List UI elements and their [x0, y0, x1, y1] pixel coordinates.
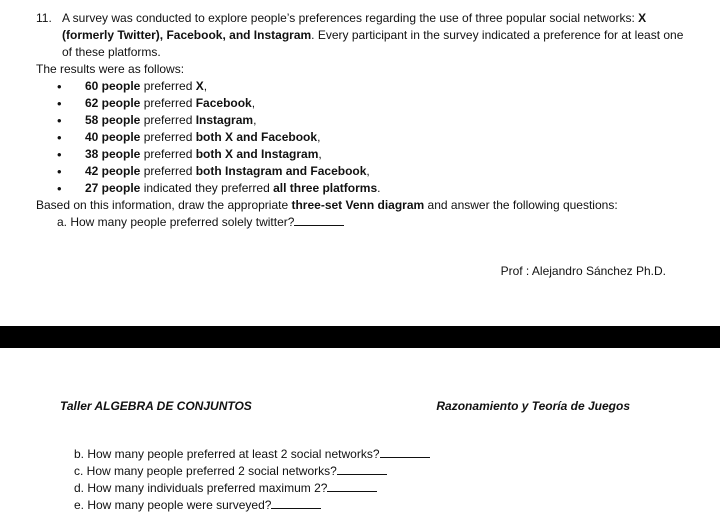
result-item [57, 163, 686, 180]
answer-blank[interactable] [380, 446, 430, 458]
question-statement [36, 10, 686, 61]
instruction-bold: three-set Venn diagram [291, 198, 425, 212]
question-intro-end: . Every participant in the survey indicated a preference for at least one of these platforms. [62, 28, 684, 59]
result-tail: , [317, 130, 321, 144]
result-target: both X and Instagram [195, 147, 319, 161]
bullet-icon: • [57, 113, 62, 128]
result-count: 27 people [85, 181, 141, 195]
result-tail: . [377, 181, 381, 195]
result-count: 58 people [85, 113, 141, 127]
question-number: 11. [36, 11, 52, 25]
problem-11 [36, 10, 686, 231]
result-target: X [195, 79, 204, 93]
bullet-icon: • [57, 181, 62, 196]
result-item [57, 112, 686, 129]
result-verb: preferred [140, 147, 196, 161]
result-tail: , [318, 147, 322, 161]
answer-blank[interactable] [337, 463, 387, 475]
result-count: 42 people [85, 164, 141, 178]
answer-blank[interactable] [327, 480, 377, 492]
result-item [57, 129, 686, 146]
question-d-text: d. How many individuals preferred maximum 2? [74, 481, 328, 495]
bullet-icon: • [57, 96, 62, 111]
question-c-text: c. How many people preferred 2 social networks? [74, 464, 337, 478]
questions-list [74, 446, 430, 514]
bullet-icon: • [57, 79, 62, 94]
results-title: The results were as follows: [36, 62, 185, 76]
question-e-text: e. How many people were surveyed? [74, 498, 272, 512]
result-verb: indicated they preferred [140, 181, 274, 195]
workshop-title: Taller ALGEBRA DE CONJUNTOS [60, 399, 252, 413]
result-target: Instagram [195, 113, 254, 127]
result-count: 62 people [85, 96, 141, 110]
question-c [74, 463, 430, 480]
answer-blank[interactable] [294, 214, 344, 226]
result-verb: preferred [140, 164, 196, 178]
bullet-icon: • [57, 164, 62, 179]
result-item [57, 78, 686, 95]
page-divider [0, 326, 720, 348]
result-target: all three platforms [273, 181, 378, 195]
result-target: both Instagram and Facebook [195, 164, 367, 178]
result-item [57, 146, 686, 163]
course-title: Razonamiento y Teoría de Juegos [436, 399, 630, 413]
bullet-icon: • [57, 130, 62, 145]
results-list [36, 78, 686, 197]
question-a [36, 214, 686, 231]
question-d [74, 480, 430, 497]
bullet-icon: • [57, 147, 62, 162]
question-b-text: b. How many people preferred at least 2 social networks? [74, 447, 380, 461]
question-a-text: a. How many people preferred solely twitter? [57, 215, 295, 229]
result-count: 40 people [85, 130, 141, 144]
result-verb: preferred [140, 130, 196, 144]
question-intro: A survey was conducted to explore people’s preferences regarding the use of three popular social networks: [62, 11, 639, 25]
result-verb: preferred [140, 96, 196, 110]
result-tail: , [366, 164, 370, 178]
result-tail: , [253, 113, 257, 127]
instruction [36, 197, 686, 214]
instruction-post: and answer the following questions: [424, 198, 618, 212]
result-count: 60 people [85, 79, 141, 93]
professor-name: Prof : Alejandro Sánchez Ph.D. [500, 264, 666, 278]
question-networks: X (formerly Twitter), Facebook, and Instagram [62, 11, 647, 42]
answer-blank[interactable] [271, 497, 321, 509]
result-target: Facebook [195, 96, 252, 110]
question-text [62, 10, 686, 61]
result-verb: preferred [140, 79, 196, 93]
result-tail: , [251, 96, 256, 110]
question-b [74, 446, 430, 463]
result-item [57, 95, 686, 112]
result-tail: , [203, 79, 208, 93]
result-verb: preferred [140, 113, 196, 127]
instruction-pre: Based on this information, draw the appropriate [36, 198, 292, 212]
result-count: 38 people [85, 147, 141, 161]
question-e [74, 497, 430, 514]
result-item [57, 180, 686, 197]
result-target: both X and Facebook [195, 130, 318, 144]
